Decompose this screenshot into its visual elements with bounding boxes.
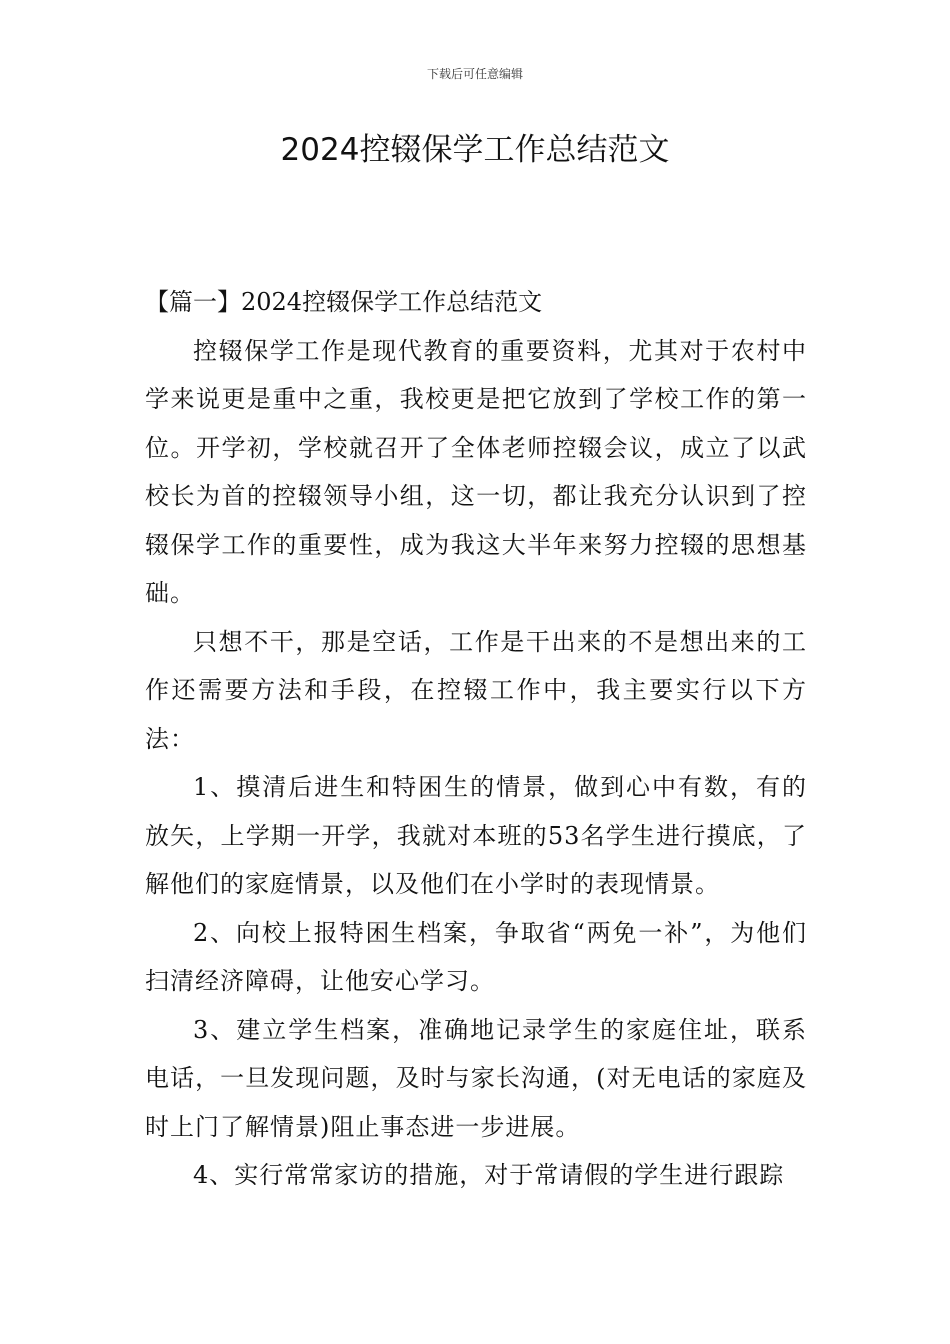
paragraph-method-4: 4、实行常常家访的措施，对于常请假的学生进行跟踪 [193,1161,785,1189]
paragraph-intro: 控辍保学工作是现代教育的重要资料，尤其对于农村中学来说更是重中之重，我校更是把它放到了学校工作的第一位。开学初，学校就召开了全体老师控辍会议，成立了以武校长为首的控辍领导小组，这一切，都让我充分认识到了控辍保学工作的重要性，成为我这大半年来努力控辍的思想基础。 [145,336,807,607]
paragraph-method-1: 1、摸清后进生和特困生的情景，做到心中有数，有的放矢，上学期一开学，我就对本班的53名学生进行摸底，了解他们的家庭情景，以及他们在小学时的表现情景。 [145,773,807,898]
page-header: 下载后可任意编辑 [426,67,523,81]
document-title: 2024控辍保学工作总结范文 [280,132,670,168]
paragraph-method-2: 2、向校上报特困生档案，争取省“两免一补”，为他们扫清经济障碍，让他安心学习。 [145,918,807,995]
paragraph-method-3: 3、建立学生档案，准确地记录学生的家庭住址，联系电话，一旦发现问题，及时与家长沟通，(对无电话的家庭及时上门了解情景)阻止事态进一步进展。 [145,1015,807,1141]
document-body [145,278,807,1200]
section-heading: 【篇一】2024控辍保学工作总结范文 [145,288,543,316]
paragraph-methods-intro: 只想不干，那是空话，工作是干出来的不是想出来的工作还需要方法和手段，在控辍工作中，我主要实行以下方法： [145,627,807,753]
